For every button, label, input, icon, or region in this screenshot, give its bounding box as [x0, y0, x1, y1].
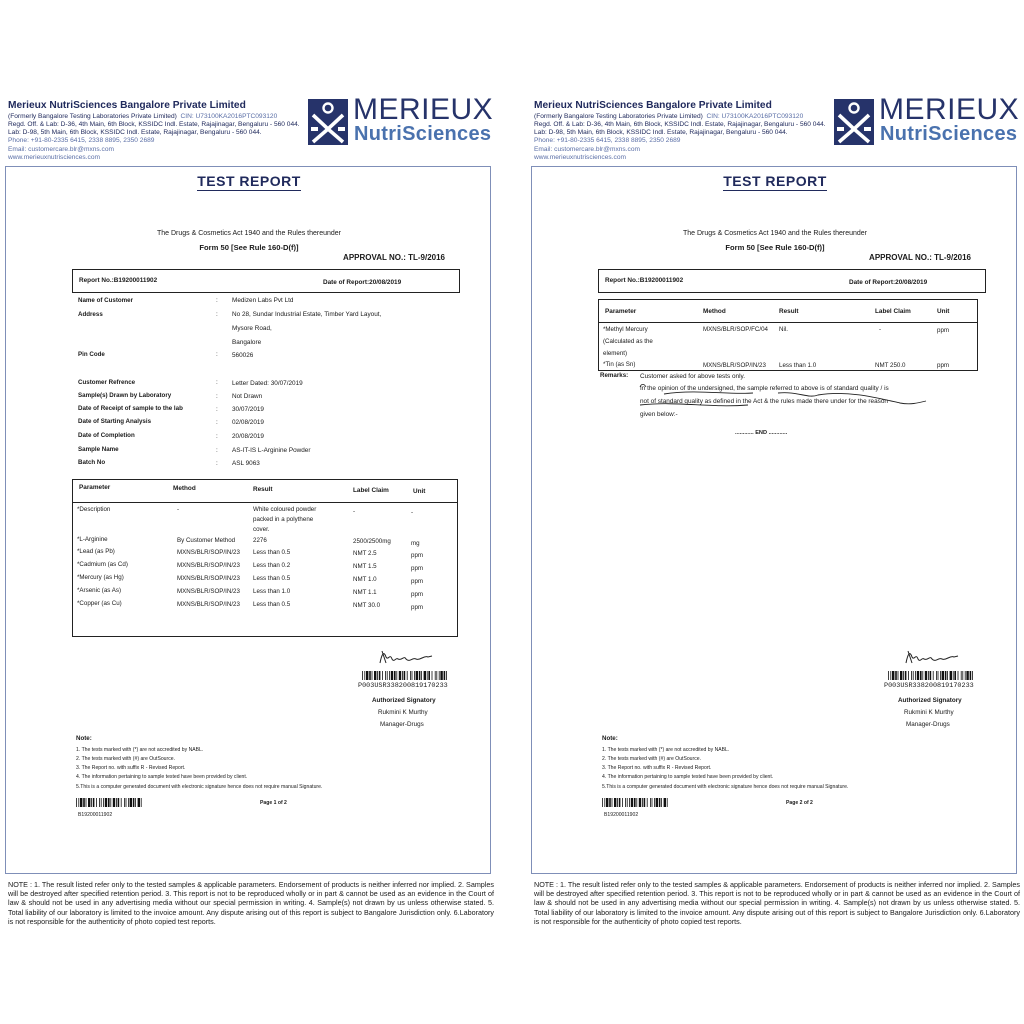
cell-unit: mg: [411, 540, 420, 547]
detail-value: AS-IT-IS L-Arginine Powder: [232, 447, 311, 454]
form-line: Form 50 [See Rule 160-D(f)]: [725, 243, 825, 252]
cell-result: 2276: [253, 537, 267, 544]
report-title: TEST REPORT: [723, 173, 827, 189]
cell-label-claim: NMT 2.5: [353, 550, 377, 557]
detail-colon: :: [216, 351, 218, 358]
report-number-box: [598, 269, 986, 293]
remarks-label: Remarks:: [600, 372, 629, 379]
cell-method: MXNS/BLR/SOP/IN/23: [177, 588, 240, 595]
report-number: Report No.:B19200011902: [605, 277, 684, 284]
report-number: Report No.:B19200011902: [79, 277, 158, 284]
company-name: Merieux NutriSciences Bangalore Private Limited: [8, 100, 246, 111]
signatory-title: Authorized Signatory: [898, 697, 962, 704]
footer-legal-note: NOTE : 1. The result listed refer only to the tested samples & applicable parameters. Endorsement of products is neither inferred nor implied. 2. Samples will be destroyed after specified retention period. 3. This report is not to be reproduced wholly or in part & cannot be used as an evidence in the Court of law & should not be used in any advertising media without our special permission in writing. 4. Sample(s) not drawn by us unless otherwise stated. 5. Total liability of our laboratory is limited to the invoice amount. Any dispute arising out of this report is subject to Bangalore Jurisdiction only. 6.Laboratory is not responsible for the authenticity of photo copied test reports.: [8, 880, 494, 926]
cell-label-claim: NMT 1.0: [353, 576, 377, 583]
signature-code: P003USR338200819170233: [358, 682, 448, 690]
company-website: www.merieuxnutrisciences.com: [8, 154, 100, 161]
detail-colon: :: [216, 311, 218, 318]
remarks-line: Customer asked for above tests only.: [640, 373, 746, 380]
detail-value: No 28, Sundar Industrial Estate, Timber Yard Layout,: [232, 311, 382, 318]
cell-unit: ppm: [411, 578, 424, 585]
cell-parameter: *Cadmium (as Cd): [77, 561, 128, 568]
cell-result: Less than 0.5: [253, 601, 291, 608]
cell-parameter: *Description: [77, 506, 111, 513]
note-line: 1. The tests marked with (*) are not accredited by NABL.: [76, 747, 204, 753]
note-line: 3. The Report no. with suffix R - Revised Report.: [602, 765, 712, 771]
act-line: The Drugs & Cosmetics Act 1940 and the Rules thereunder: [156, 230, 342, 237]
col-header-label-claim: Label Claim: [353, 487, 389, 494]
company-website: www.merieuxnutrisciences.com: [534, 154, 626, 161]
logo-wordmark-nutrisciences: NutriSciences: [354, 123, 492, 145]
cell-method: MXNS/BLR/SOP/IN/23: [703, 362, 766, 369]
cell-result: packed in a polythene: [253, 516, 314, 523]
cell-label-claim: NMT 1.5: [353, 563, 377, 570]
cell-unit: ppm: [411, 604, 424, 611]
note-line: 5.This is a computer generated document with electronic signature hence does not require manual Signature.: [602, 784, 849, 790]
cell-method: By Customer Method: [177, 537, 236, 544]
results-table: [72, 479, 458, 637]
approval-number: APPROVAL NO.: TL-9/2016: [343, 253, 445, 262]
logo-wordmark-merieux: MERIEUX: [353, 93, 494, 126]
remarks-line: not of standard quality as defined in the Act & the rules made there under for the reason: [640, 398, 888, 405]
signatory-name: Rukmini K Murthy: [378, 709, 428, 716]
cell-result: Less than 0.5: [253, 549, 291, 556]
signature-barcode: [888, 671, 974, 680]
results-table: [598, 299, 978, 371]
cell-parameter: element): [603, 350, 628, 357]
note-heading: Note:: [602, 735, 618, 742]
report-date: Date of Report:20/08/2019: [849, 279, 928, 286]
report-end-marker: ............ END ............: [735, 430, 788, 436]
cell-label-claim: NMT 1.1: [353, 589, 377, 596]
company-lab-address: Lab: D-98, 5th Main, 6th Block, KSSIDC Indl. Estate, Rajajinagar, Bengaluru - 560 044.: [8, 129, 262, 136]
detail-key: Customer Refrence: [78, 379, 136, 386]
cell-result: Less than 1.0: [253, 588, 291, 595]
col-header-label-claim: Label Claim: [875, 308, 911, 315]
table-header-divider: [599, 322, 977, 323]
report-frame: [531, 166, 1017, 874]
detail-value: ASL 9063: [232, 460, 260, 467]
col-header-result: Result: [253, 486, 273, 493]
cell-method: MXNS/BLR/SOP/IN/23: [177, 549, 240, 556]
note-line: 2. The tests marked with (#) are OutSource.: [76, 756, 175, 762]
cell-parameter: (Calculated as the: [603, 338, 653, 345]
detail-colon: :: [216, 406, 218, 413]
detail-colon: :: [216, 460, 218, 467]
detail-value: Medizen Labs Pvt Ltd: [232, 297, 294, 304]
col-header-method: Method: [173, 485, 196, 492]
note-line: 4. The information pertaining to sample tested have been provided by client.: [76, 774, 248, 780]
detail-value: Mysore Road,: [232, 325, 272, 332]
company-email: Email: customercare.blr@mxns.com: [8, 146, 114, 153]
company-office-address: Regd. Off. & Lab: D-36, 4th Main, 6th Block, KSSIDC Indl. Estate, Rajajinagar, Bengaluru - 560 044.: [8, 121, 300, 128]
note-line: 4. The information pertaining to sample tested have been provided by client.: [602, 774, 774, 780]
col-header-unit: Unit: [937, 308, 950, 315]
cell-parameter: *L-Arginine: [77, 536, 108, 543]
report-page-1: [5, 93, 494, 936]
cell-unit: ppm: [937, 362, 950, 369]
cell-parameter: *Lead (as Pb): [77, 548, 115, 555]
detail-key: Date of Receipt of sample to the lab: [78, 405, 183, 412]
barcode-text: B19200011902: [78, 812, 113, 818]
col-header-unit: Unit: [413, 488, 426, 495]
detail-value: 560026: [232, 352, 254, 359]
cell-unit: ppm: [411, 565, 424, 572]
detail-value: Bangalore: [232, 339, 262, 346]
cell-label-claim: -: [879, 326, 882, 333]
footer-barcode: [76, 798, 142, 807]
signatory-role: Manager-Drugs: [906, 721, 950, 728]
company-name: Merieux NutriSciences Bangalore Private Limited: [534, 100, 772, 111]
cell-unit: -: [411, 509, 414, 516]
cell-label-claim: 2500/2500mg: [353, 538, 391, 545]
cell-label-claim: NMT 250.0: [875, 362, 906, 369]
cell-method: MXNS/BLR/SOP/IN/23: [177, 575, 240, 582]
merieux-logo-icon: [308, 99, 348, 145]
cell-parameter: *Methyl Mercury: [603, 326, 648, 333]
detail-key: Address: [78, 311, 103, 318]
note-line: 2. The tests marked with (#) are OutSource.: [602, 756, 701, 762]
cell-parameter: *Mercury (as Hg): [77, 574, 124, 581]
page-number: Page 2 of 2: [786, 800, 813, 806]
report-page-2: [531, 93, 1020, 936]
detail-key: Sample(s) Drawn by Laboratory: [78, 392, 172, 399]
table-header-divider: [73, 502, 457, 503]
col-header-result: Result: [779, 308, 799, 315]
company-formerly-line: (Formerly Bangalore Testing Laboratories Private Limited) CIN: U73100KA2016PTC093120: [8, 113, 278, 120]
approval-number: APPROVAL NO.: TL-9/2016: [869, 253, 971, 262]
page-number: Page 1 of 2: [260, 800, 287, 806]
company-email: Email: customercare.blr@mxns.com: [534, 146, 640, 153]
detail-value: Letter Dated: 30/07/2019: [232, 380, 303, 387]
detail-colon: :: [216, 447, 218, 454]
signatory-title: Authorized Signatory: [372, 697, 436, 704]
cell-result: Nil.: [779, 326, 788, 333]
cell-method: MXNS/BLR/SOP/FC/04: [703, 326, 768, 333]
detail-key: Date of Starting Analysis: [78, 418, 152, 425]
company-formerly-line: (Formerly Bangalore Testing Laboratories Private Limited) CIN: U73100KA2016PTC093120: [534, 113, 804, 120]
footer-legal-note: NOTE : 1. The result listed refer only to the tested samples & applicable parameters. Endorsement of products is neither inferred nor implied. 2. Samples will be destroyed after specified retention period. 3. This report is not to be reproduced wholly or in part & cannot be used as an evidence in the Court of law & should not be used in any advertising media without our special permission in writing. 4. Sample(s) not drawn by us unless otherwise stated. 5. Total liability of our laboratory is limited to the invoice amount. Any dispute arising out of this report is subject to Bangalore Jurisdiction only. 6.Laboratory is not responsible for the authenticity of photo copied test reports.: [534, 880, 1020, 926]
act-line: The Drugs & Cosmetics Act 1940 and the Rules thereunder: [682, 230, 868, 237]
detail-colon: :: [216, 433, 218, 440]
detail-colon: :: [216, 393, 218, 400]
remarks-line: given below:-: [640, 411, 678, 418]
cell-method: MXNS/BLR/SOP/IN/23: [177, 562, 240, 569]
form-line: Form 50 [See Rule 160-D(f)]: [199, 243, 299, 252]
signature-code: P003USR338200819170233: [884, 682, 974, 690]
cell-label-claim: -: [353, 508, 356, 515]
signatory-name: Rukmini K Murthy: [904, 709, 954, 716]
report-number-box: [72, 269, 460, 293]
merieux-logo: [308, 93, 494, 149]
cell-method: MXNS/BLR/SOP/IN/23: [177, 601, 240, 608]
merieux-logo-icon: [834, 99, 874, 145]
detail-colon: :: [216, 379, 218, 386]
note-line: 3. The Report no. with suffix R - Revised Report.: [76, 765, 186, 771]
cell-unit: ppm: [411, 552, 424, 559]
note-heading: Note:: [76, 735, 92, 742]
note-line: 1. The tests marked with (*) are not accredited by NABL.: [602, 747, 730, 753]
logo-wordmark-nutrisciences: NutriSciences: [880, 123, 1018, 145]
company-phone: Phone: +91-80-2335 6415, 2338 8895, 2350 2689: [8, 137, 155, 144]
merieux-logo: [834, 93, 1020, 149]
detail-key: Date of Completion: [78, 432, 135, 439]
report-title: TEST REPORT: [197, 173, 301, 189]
cell-result: Less than 0.5: [253, 575, 291, 582]
signature-barcode: [362, 671, 448, 680]
handwritten-signature: [902, 647, 962, 667]
cell-method: -: [177, 506, 180, 513]
cell-result: White coloured powder: [253, 506, 317, 513]
barcode-text: B19200011902: [604, 812, 639, 818]
report-frame: [5, 166, 491, 874]
cell-parameter: *Tin (as Sn): [603, 361, 636, 368]
cell-label-claim: NMT 30.0: [353, 602, 381, 609]
handwritten-signature: [376, 647, 436, 667]
company-office-address: Regd. Off. & Lab: D-36, 4th Main, 6th Block, KSSIDC Indl. Estate, Rajajinagar, Bengaluru - 560 044.: [534, 121, 826, 128]
cell-result: cover.: [253, 526, 270, 533]
signatory-role: Manager-Drugs: [380, 721, 424, 728]
detail-key: Batch No: [78, 459, 106, 466]
detail-value: 20/08/2019: [232, 433, 264, 440]
cell-parameter: *Arsenic (as As): [77, 587, 122, 594]
cell-unit: ppm: [411, 591, 424, 598]
cell-result: Less than 1.0: [779, 362, 817, 369]
detail-value: 30/07/2019: [232, 406, 264, 413]
cell-parameter: *Copper (as Cu): [77, 600, 122, 607]
logo-wordmark-merieux: MERIEUX: [879, 93, 1020, 126]
cell-unit: ppm: [937, 327, 950, 334]
remarks-line: In the opinion of the undersigned, the sample referred to above is of standard quality / is: [640, 385, 889, 392]
strikethrough-marks: [638, 381, 928, 413]
note-line: 5.This is a computer generated document with electronic signature hence does not require manual Signature.: [76, 784, 323, 790]
detail-colon: :: [216, 297, 218, 304]
company-phone: Phone: +91-80-2335 6415, 2338 8895, 2350 2689: [534, 137, 681, 144]
report-date: Date of Report:20/08/2019: [323, 279, 402, 286]
detail-key: Pin Code: [78, 351, 105, 358]
detail-key: Sample Name: [78, 446, 119, 453]
detail-colon: :: [216, 419, 218, 426]
detail-key: Name of Customer: [78, 297, 134, 304]
col-header-parameter: Parameter: [605, 308, 637, 315]
col-header-method: Method: [703, 308, 726, 315]
detail-value: 02/08/2019: [232, 419, 264, 426]
company-lab-address: Lab: D-98, 5th Main, 6th Block, KSSIDC Indl. Estate, Rajajinagar, Bengaluru - 560 044.: [534, 129, 788, 136]
cell-result: Less than 0.2: [253, 562, 291, 569]
col-header-parameter: Parameter: [79, 484, 111, 491]
detail-value: Not Drawn: [232, 393, 263, 400]
footer-barcode: [602, 798, 668, 807]
